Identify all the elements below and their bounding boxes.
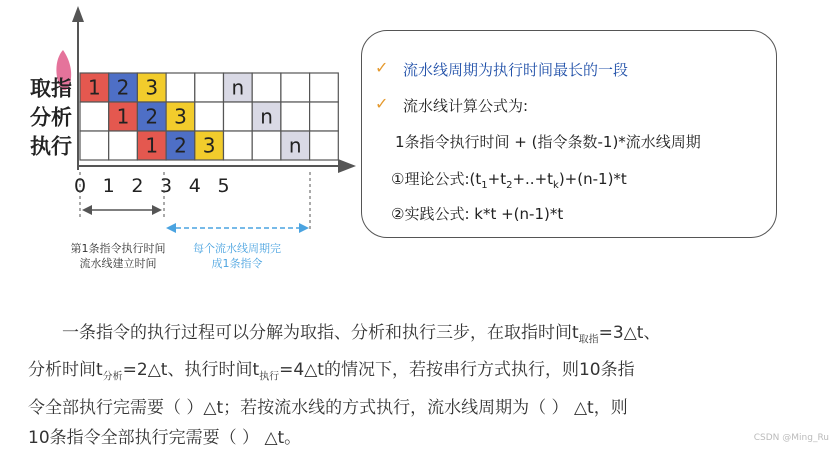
pipeline-cell-label: 1 <box>87 75 101 100</box>
watermark: CSDN @Ming_Ru <box>753 433 829 443</box>
arrow-right-icon <box>338 159 356 173</box>
check-icon: ✓ <box>375 58 389 77</box>
pipeline-grid <box>80 73 338 160</box>
pipeline-cell <box>252 73 281 102</box>
span-left-head-b <box>152 205 162 215</box>
pipeline-cell <box>80 102 109 131</box>
pipeline-cell-label: n <box>231 75 245 100</box>
pipeline-cell <box>195 102 224 131</box>
pipeline-cell-label: 2 <box>116 75 130 100</box>
pipeline-cell-label: 3 <box>202 133 216 158</box>
pipeline-cell <box>281 102 310 131</box>
caption-left-line2: 流水线建立时间 <box>79 257 157 270</box>
pipeline-cell-label: 2 <box>174 133 187 158</box>
axis-tick-label: 5 <box>217 175 230 197</box>
stage-label: 取指 <box>30 76 72 101</box>
callout-item-2: ✓ 流水线计算公式为: <box>375 94 529 115</box>
caption-right-line1: 每个流水线周期完 <box>193 242 281 255</box>
pipeline-cell-label: 1 <box>145 133 159 158</box>
formula-practice: ②实践公式: k*t +(n-1)*t <box>391 205 564 223</box>
span-right-head-b <box>299 223 309 233</box>
stage-label: 执行 <box>30 134 72 159</box>
question-line-3: 令全部执行完需要（ ）△t；若按流水线的方式执行，流水线周期为（ ） △t，则 <box>28 397 628 418</box>
axis-tick-label: 0 <box>73 175 87 197</box>
pipeline-cell <box>224 102 253 131</box>
callout-item-1: ✓ 流水线周期为执行时间最长的一段 <box>375 58 629 79</box>
pipeline-cell <box>281 73 310 102</box>
pipeline-cell <box>166 73 195 102</box>
question-line-1: 一条指令的执行过程可以分解为取指、分析和执行三步，在取指时间$t_{取指}=3\triangle t$、 <box>62 323 661 346</box>
pipeline-cell-label: 3 <box>145 75 159 100</box>
pipeline-cell-label: 1 <box>116 104 130 129</box>
caption-right-line2: 成1条指令 <box>211 257 263 270</box>
pipeline-cell <box>252 131 281 160</box>
check-icon: ✓ <box>375 94 389 113</box>
pipeline-cell-label: n <box>288 133 302 158</box>
pipeline-cell-label: n <box>260 104 273 129</box>
pipeline-cell <box>310 131 339 160</box>
formula-general: 1条指令执行时间 + (指令条数-1)*流水线周期 <box>395 133 701 151</box>
y-axis-arrow-icon <box>72 6 84 22</box>
pipeline-cell-label: 2 <box>145 104 159 129</box>
axis-tick-label: 1 <box>102 175 115 197</box>
question-line-2: 分析时间$t_{分析}=2\triangle t$、执行时间$t_{执行}=4\triangle t$的情况下，若按串行方式执行，则10条指 <box>28 360 635 383</box>
pipeline-cell <box>224 131 253 160</box>
axis-tick-label: 4 <box>188 175 201 197</box>
stage-label: 分析 <box>30 105 72 130</box>
pipeline-cell <box>195 73 224 102</box>
pipeline-cell-label: 3 <box>174 104 187 129</box>
caption-left-line1: 第1条指令执行时间 <box>70 242 166 255</box>
stage-labels <box>30 77 72 159</box>
question-line-4: 10条指令全部执行完需要（ ） △t。 <box>28 427 302 448</box>
axis-tick-label: 2 <box>131 175 144 197</box>
formula-callout <box>361 30 777 238</box>
formula-theory: ①理论公式$:(t_1+t_2+..+t_k)+(n-1)*t$ <box>391 170 627 191</box>
span-right-head-a <box>166 223 176 233</box>
pipeline-cell <box>310 73 339 102</box>
pipeline-cell <box>310 102 339 131</box>
pipeline-cell <box>109 131 138 160</box>
span-left-head-a <box>82 205 92 215</box>
axis-tick-label: 3 <box>160 175 173 197</box>
pipeline-cell <box>80 131 109 160</box>
question-text <box>28 318 818 453</box>
axis-tick-labels <box>74 175 230 197</box>
